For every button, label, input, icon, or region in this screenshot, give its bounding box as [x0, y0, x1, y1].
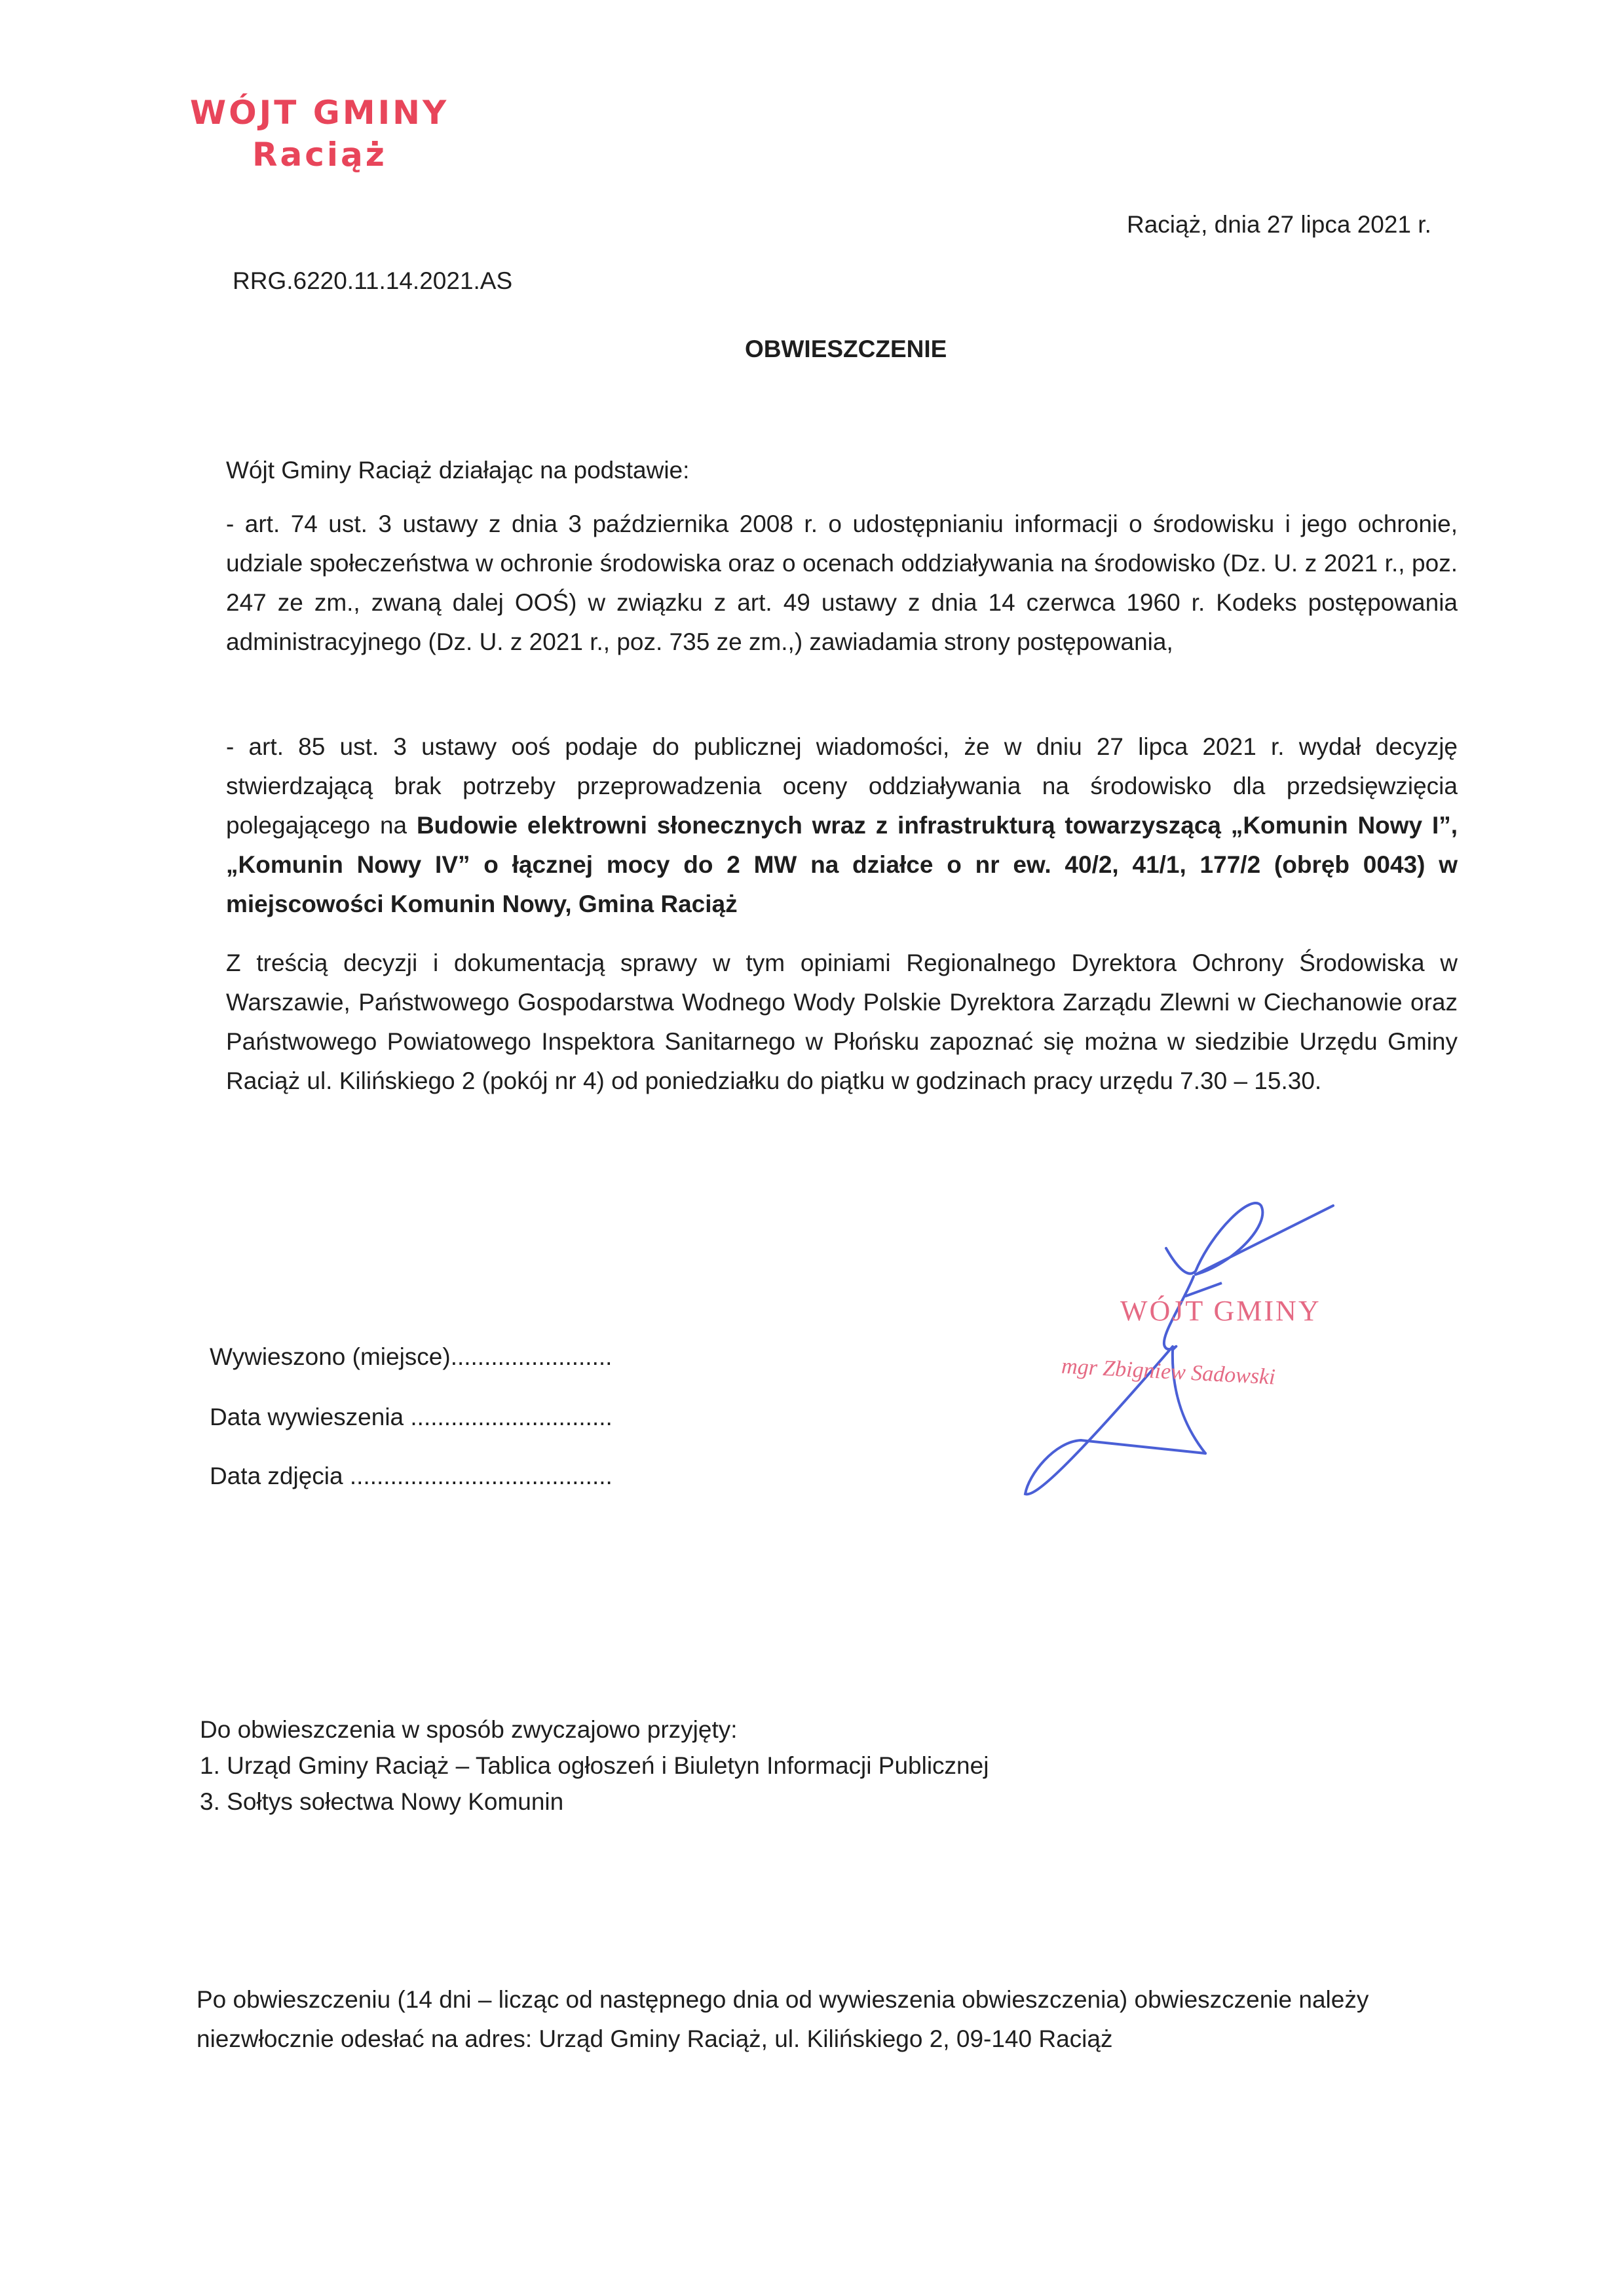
distribution-heading: Do obwieszczenia w sposób zwyczajowo przyjęty:: [200, 1716, 738, 1743]
stamp-title: WÓJT GMINY: [190, 94, 449, 132]
project-description: Budowie elektrowni słonecznych wraz z infrastrukturą towarzyszącą „Komunin Nowy I”, „Komunin Nowy IV” o łącznej mocy do 2 MW na działce o nr ew. 40/2, 41/1, 177/2 (obręb 0043) w miejscowości Komunin Nowy, Gmina Raciąż: [226, 812, 1458, 917]
office-stamp-header: [190, 92, 449, 176]
signature-stamp-title: WÓJT GMINY: [1120, 1295, 1321, 1327]
access-info-paragraph: Z treścią decyzji i dokumentacją sprawy w tym opiniami Regionalnego Dyrektora Ochrony Środowiska w Warszawie, Państwowego Gospodarstwa Wodnego Wody Polskie Dyrektora Zarządu Zlewni w Ciechanowie oraz Państwowego Powiatowego Inspektora Sanitarnego w Płońsku zapoznać się można w siedzibie Urzędu Gminy Raciąż ul. Kilińskiego 2 (pokój nr 4) od poniedziałku do piątku w godzinach pracy urzędu 7.30 – 15.30.: [226, 949, 1458, 1094]
posting-date-field: Data wywieszenia ..............................: [210, 1404, 613, 1430]
signature-stroke-line: [1196, 1206, 1333, 1274]
distribution-item: 1. Urząd Gminy Raciąż – Tablica ogłoszeń i Biuletyn Informacji Publicznej: [200, 1752, 989, 1779]
removal-date-field: Data zdjęcia .......................................: [210, 1463, 613, 1489]
reference-number: RRG.6220.11.14.2021.AS: [233, 267, 513, 294]
distribution-list: [200, 1712, 989, 1820]
decision-text: - art. 85 ust. 3 ustawy ooś podaje do publicznej wiadomości, że w dniu 27 lipca 2021 r. wydał decyzję stwierdzającą brak potrzeby przeprowadzenia oceny oddziaływania na środowisko dla przedsięwzięcia polegającego na: [226, 733, 1458, 839]
posting-place-field: Wywieszono (miejsce)........................: [210, 1343, 613, 1370]
distribution-item: 3. Sołtys sołectwa Nowy Komunin: [200, 1788, 564, 1815]
legal-basis-paragraph-1: - art. 74 ust. 3 ustawy z dnia 3 października 2008 r. o udostępnianiu informacji o środowisku i jego ochronie, udziale społeczeństwa w ochronie środowiska oraz o ocenach oddziaływania na środowisko (Dz. U. z 2021 r., poz. 247 ze zm., zwaną dalej OOŚ) w związku z art. 49 ustawy z dnia 14 czerwca 1960 r. Kodeks postępowania administracyjnego (Dz. U. z 2021 r., poz. 735 ze zm.,) zawiadamia strony postępowania,: [226, 510, 1458, 655]
intro-paragraph: Wójt Gminy Raciąż działając na podstawie:: [226, 457, 690, 484]
document-title: OBWIESZCZENIE: [745, 335, 947, 362]
return-instructions: Po obwieszczeniu (14 dni – licząc od następnego dnia od wywieszenia obwieszczenia) obwieszczenie należy niezwłocznie odesłać na adres: Urząd Gminy Raciąż, ul. Kilińskiego 2, 09-140 Raciąż: [197, 1986, 1369, 2052]
place-date: Raciąż, dnia 27 lipca 2021 r.: [1127, 211, 1431, 238]
stamp-municipality: Raciąż: [252, 136, 387, 174]
signature-stamp-name: mgr Zbigniew Sadowski: [1061, 1354, 1276, 1390]
legal-basis-paragraph-2: [226, 727, 1458, 924]
